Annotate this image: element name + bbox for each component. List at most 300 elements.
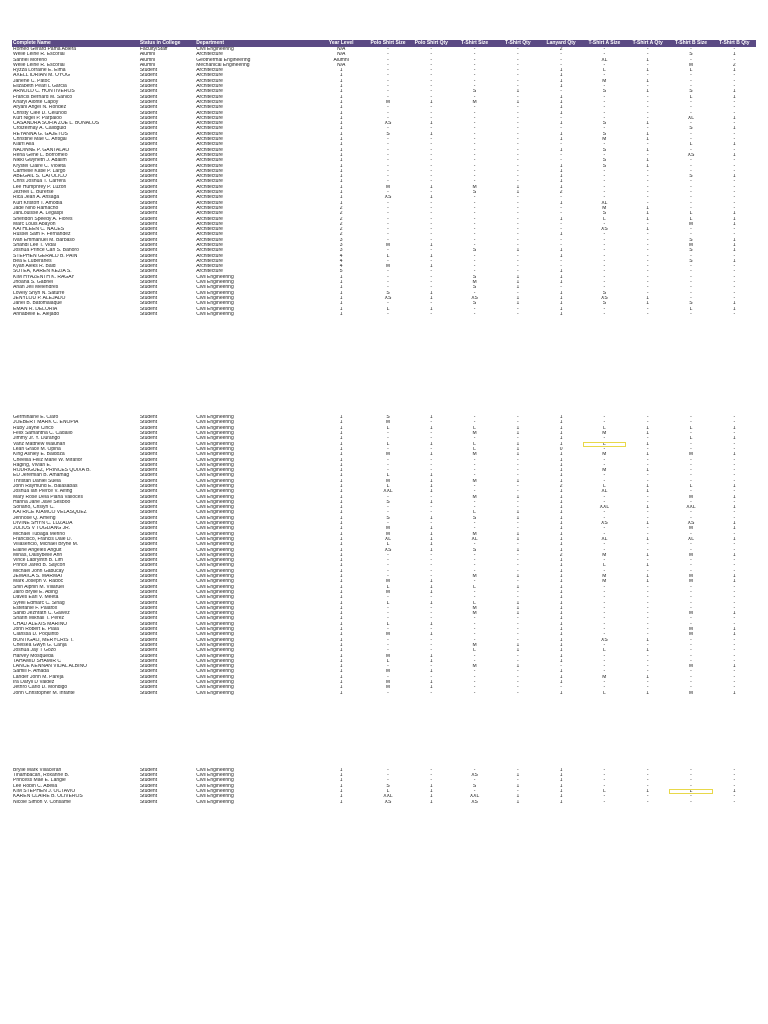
table-cell[interactable]: - xyxy=(690,642,692,648)
table-cell[interactable]: 1 xyxy=(429,579,433,585)
table-cell[interactable]: - xyxy=(473,163,476,169)
table-cell[interactable]: - xyxy=(733,441,736,447)
table-cell[interactable]: M xyxy=(602,574,607,580)
table-cell[interactable]: 2 xyxy=(559,47,563,52)
table-cell[interactable]: - xyxy=(690,595,692,601)
table-cell[interactable]: - xyxy=(690,205,692,211)
table-cell[interactable]: - xyxy=(690,78,692,84)
table-cell[interactable]: Christine Mae C. Antigal xyxy=(13,137,67,143)
table-cell[interactable]: - xyxy=(473,499,476,505)
table-cell[interactable]: 1 xyxy=(559,515,563,521)
table-cell[interactable]: 1 xyxy=(516,642,520,648)
table-cell[interactable]: - xyxy=(387,468,389,474)
table-cell[interactable]: - xyxy=(690,227,692,233)
table-cell[interactable]: 1 xyxy=(339,126,343,132)
table-cell[interactable]: Christy Clee D. Celunod xyxy=(13,110,67,116)
table-cell[interactable]: Architecture xyxy=(196,264,223,270)
table-cell[interactable]: 4 xyxy=(339,253,343,259)
table-cell[interactable]: - xyxy=(733,674,736,680)
table-cell[interactable]: L xyxy=(473,584,476,590)
table-cell[interactable]: Civil Engineering xyxy=(196,690,234,696)
table-cell[interactable]: 1 xyxy=(559,783,563,789)
table-cell[interactable]: Architecture xyxy=(196,232,223,238)
table-cell[interactable]: - xyxy=(473,216,476,222)
table-cell[interactable]: Civil Engineering xyxy=(196,431,234,437)
table-cell[interactable]: 1 xyxy=(559,621,563,627)
table-cell[interactable]: - xyxy=(646,47,649,52)
table-cell[interactable]: 1 xyxy=(559,558,563,564)
table-cell[interactable]: 1 xyxy=(429,131,433,137)
table-cell[interactable]: L xyxy=(603,648,606,654)
table-cell[interactable]: L xyxy=(689,142,693,148)
table-cell[interactable]: - xyxy=(430,105,433,111)
table-cell[interactable]: Lee Robin C. Abella xyxy=(13,783,58,789)
table-cell[interactable]: 3 xyxy=(339,248,343,254)
table-cell[interactable]: - xyxy=(646,773,649,779)
table-cell[interactable]: 1 xyxy=(516,794,520,800)
table-cell[interactable]: - xyxy=(430,142,433,148)
table-cell[interactable]: Civil Engineering xyxy=(196,446,234,452)
table-cell[interactable]: - xyxy=(516,68,519,74)
table-cell[interactable]: - xyxy=(733,184,736,190)
table-cell[interactable]: 1 xyxy=(646,205,650,211)
table-cell[interactable]: Student xyxy=(139,441,158,447)
table-cell[interactable]: M xyxy=(688,611,694,617)
table-cell[interactable]: NADINNE P. GANTALAO xyxy=(13,147,70,153)
table-cell[interactable]: Architecture xyxy=(196,174,223,180)
table-cell[interactable]: Shandi Lee T. Vidal xyxy=(13,242,56,248)
table-cell[interactable]: L xyxy=(603,216,606,222)
table-cell[interactable]: - xyxy=(473,632,476,638)
table-cell[interactable]: - xyxy=(733,642,736,648)
table-cell[interactable]: L xyxy=(603,563,606,569)
table-cell[interactable]: - xyxy=(733,462,736,468)
table-cell[interactable]: Student xyxy=(139,68,158,74)
table-cell[interactable]: 1 xyxy=(339,531,343,537)
table-cell[interactable]: - xyxy=(387,73,389,79)
table-cell[interactable]: XXL xyxy=(383,794,393,800)
table-cell[interactable]: 1 xyxy=(559,473,563,479)
table-cell[interactable]: - xyxy=(387,446,389,452)
table-cell[interactable]: Architecture xyxy=(196,163,223,169)
table-cell[interactable]: - xyxy=(733,131,736,137)
table-cell[interactable]: 1 xyxy=(339,137,343,143)
table-cell[interactable]: 1 xyxy=(339,420,343,426)
table-cell[interactable]: - xyxy=(733,179,736,185)
table-cell[interactable]: M xyxy=(688,627,694,633)
table-cell[interactable]: 1 xyxy=(559,526,563,532)
table-cell[interactable]: Alumni xyxy=(139,52,156,58)
table-cell[interactable]: M xyxy=(472,531,477,537)
table-cell[interactable]: - xyxy=(430,521,433,527)
table-cell[interactable]: - xyxy=(430,269,433,275)
table-cell[interactable]: Student xyxy=(139,126,158,132)
table-cell[interactable]: - xyxy=(690,264,692,270)
table-cell[interactable]: John Robert E. Plala xyxy=(13,627,59,633)
table-cell[interactable]: Kurt Kristoff T. Amodia xyxy=(13,200,63,206)
table-cell[interactable]: 1 xyxy=(559,563,563,569)
table-cell[interactable]: 1 xyxy=(339,425,343,431)
table-cell[interactable]: 2 xyxy=(339,205,343,211)
table-cell[interactable]: M xyxy=(472,478,477,484)
table-cell[interactable]: Student xyxy=(139,664,158,670)
table-cell[interactable]: - xyxy=(387,462,389,468)
table-cell[interactable]: Civil Engineering xyxy=(196,285,234,291)
table-cell[interactable]: S xyxy=(689,126,693,132)
table-cell[interactable]: - xyxy=(560,285,562,291)
table-cell[interactable]: 1 xyxy=(732,552,736,558)
table-cell[interactable]: - xyxy=(473,290,476,296)
table-cell[interactable]: 1 xyxy=(339,642,343,648)
table-cell[interactable]: 1 xyxy=(339,457,343,463)
table-cell[interactable]: - xyxy=(690,295,692,301)
table-cell[interactable]: - xyxy=(430,637,433,643)
table-cell[interactable]: - xyxy=(733,531,736,537)
table-cell[interactable]: 1 xyxy=(429,290,433,296)
table-cell[interactable]: 1 xyxy=(559,200,563,206)
table-cell[interactable]: 1 xyxy=(646,137,650,143)
table-cell[interactable]: - xyxy=(473,105,476,111)
table-cell[interactable]: Student xyxy=(139,521,158,527)
table-cell[interactable]: 1 xyxy=(339,468,343,474)
table-cell[interactable]: 1 xyxy=(339,632,343,638)
table-cell[interactable]: - xyxy=(690,420,692,426)
table-cell[interactable]: - xyxy=(646,627,649,633)
table-cell[interactable]: L xyxy=(386,473,390,479)
table-cell[interactable]: - xyxy=(473,242,476,248)
table-cell[interactable]: S xyxy=(386,131,390,137)
table-cell[interactable]: 1 xyxy=(339,84,343,90)
table-cell[interactable]: - xyxy=(646,285,649,291)
table-cell[interactable]: 1 xyxy=(339,574,343,580)
table-cell[interactable]: - xyxy=(603,242,606,248)
table-cell[interactable]: 1 xyxy=(429,653,433,659)
table-cell[interactable]: 1 xyxy=(339,521,343,527)
col-header-tshirt-a-size[interactable]: T-Shirt A Size xyxy=(583,40,626,47)
table-cell[interactable]: 4 xyxy=(339,258,343,264)
table-cell[interactable]: - xyxy=(646,179,649,185)
table-cell[interactable]: King Ashley E. Baldoza xyxy=(13,452,65,458)
table-cell[interactable]: - xyxy=(603,190,606,196)
col-header-tshirt-a-qty[interactable]: T-Shirt A Qty xyxy=(626,40,669,47)
table-cell[interactable]: 1 xyxy=(339,99,343,105)
table-cell[interactable]: 1 xyxy=(559,274,563,280)
col-header-tshirt-b-size[interactable]: T-Shirt B Size xyxy=(669,40,712,47)
table-cell[interactable]: Student xyxy=(139,446,158,452)
table-cell[interactable]: - xyxy=(646,473,649,479)
table-cell[interactable]: Student xyxy=(139,642,158,648)
table-cell[interactable]: - xyxy=(646,595,649,601)
table-cell[interactable]: XS xyxy=(471,295,478,301)
table-cell[interactable]: Student xyxy=(139,258,158,264)
table-cell[interactable]: L xyxy=(603,484,606,489)
table-cell[interactable]: L xyxy=(473,425,476,431)
table-cell[interactable]: 1 xyxy=(339,789,343,795)
table-cell[interactable]: 1 xyxy=(429,542,433,548)
table-cell[interactable]: 1 xyxy=(339,295,343,301)
table-cell[interactable]: - xyxy=(646,589,649,595)
table-cell[interactable]: - xyxy=(690,531,692,537)
table-cell[interactable]: - xyxy=(646,605,649,611)
table-cell[interactable]: M xyxy=(688,690,694,696)
table-cell[interactable]: M xyxy=(385,679,391,685)
table-cell[interactable]: M xyxy=(688,579,694,585)
table-cell[interactable]: - xyxy=(473,158,476,164)
table-cell[interactable]: - xyxy=(473,52,476,58)
table-cell[interactable]: Student xyxy=(139,105,158,111)
table-cell[interactable]: - xyxy=(516,47,519,52)
table-cell[interactable]: Student xyxy=(139,674,158,680)
table-cell[interactable]: Hanna Jane Jave Sesboo xyxy=(13,499,71,505)
table-cell[interactable]: - xyxy=(430,174,433,180)
table-cell[interactable]: Architecture xyxy=(196,195,223,201)
table-cell[interactable]: 1 xyxy=(516,441,520,447)
table-cell[interactable]: Student xyxy=(139,280,158,286)
table-cell[interactable]: Student xyxy=(139,94,158,100)
table-cell[interactable]: - xyxy=(603,584,606,590)
table-cell[interactable]: - xyxy=(430,57,433,63)
table-cell[interactable]: - xyxy=(473,674,476,680)
table-cell[interactable]: - xyxy=(560,211,562,217)
table-cell[interactable]: XL xyxy=(687,115,695,121)
table-cell[interactable]: - xyxy=(516,552,519,558)
table-cell[interactable]: - xyxy=(560,221,562,227)
table-cell[interactable]: 1 xyxy=(339,311,343,317)
table-cell[interactable]: - xyxy=(387,521,389,527)
table-cell[interactable]: - xyxy=(603,232,606,238)
table-cell[interactable]: Architecture xyxy=(196,237,223,243)
table-cell[interactable]: - xyxy=(603,794,606,800)
table-cell[interactable]: - xyxy=(603,280,606,286)
table-cell[interactable]: - xyxy=(516,499,519,505)
table-cell[interactable]: Elaine Angeles Anguit xyxy=(13,547,62,553)
table-cell[interactable]: Architecture xyxy=(196,121,223,127)
table-cell[interactable]: 1 xyxy=(429,685,433,691)
table-cell[interactable]: - xyxy=(646,510,649,516)
table-cell[interactable]: - xyxy=(430,574,433,580)
table-cell[interactable]: 1 xyxy=(732,248,736,254)
table-cell[interactable]: - xyxy=(733,420,736,426)
table-cell[interactable]: - xyxy=(516,205,519,211)
table-cell[interactable]: - xyxy=(387,168,389,174)
table-cell[interactable]: M xyxy=(385,99,391,105)
table-cell[interactable]: 1 xyxy=(339,152,343,158)
table-cell[interactable]: - xyxy=(473,73,476,79)
table-cell[interactable]: 1 xyxy=(732,526,736,532)
table-cell[interactable]: S xyxy=(602,89,607,95)
table-cell[interactable]: 1 xyxy=(339,285,343,291)
table-cell[interactable]: Lee Humphrey P. Luzon xyxy=(13,184,67,190)
table-cell[interactable]: 1 xyxy=(646,158,650,164)
table-cell[interactable]: Student xyxy=(139,216,158,222)
table-cell[interactable]: M xyxy=(602,137,607,143)
table-cell[interactable]: - xyxy=(646,542,649,548)
table-cell[interactable]: Architecture xyxy=(196,94,223,100)
table-cell[interactable]: Student xyxy=(139,205,158,211)
table-cell[interactable]: 1 xyxy=(559,547,563,553)
table-cell[interactable]: KIM STEPHEN J. OCTAVIO xyxy=(13,789,76,795)
table-cell[interactable]: Civil Engineering xyxy=(196,579,234,585)
table-cell[interactable]: 1 xyxy=(339,105,343,111)
table-cell[interactable]: XXL xyxy=(686,505,696,511)
table-cell[interactable]: 1 xyxy=(559,73,563,79)
table-cell[interactable]: - xyxy=(603,258,606,264)
table-cell[interactable]: - xyxy=(603,253,606,259)
table-cell[interactable]: Civil Engineering xyxy=(196,274,234,280)
table-cell[interactable]: KATRICE KIAMCO VELASQUEZ xyxy=(13,510,87,516)
table-cell[interactable]: - xyxy=(516,227,519,233)
table-cell[interactable]: - xyxy=(430,190,433,196)
table-cell[interactable]: - xyxy=(603,478,606,484)
table-cell[interactable]: - xyxy=(603,264,606,270)
table-cell[interactable]: Architecture xyxy=(196,168,223,174)
table-cell[interactable]: Michael Tubaga Meriño xyxy=(13,531,65,537)
table-cell[interactable]: Civil Engineering xyxy=(196,552,234,558)
table-cell[interactable]: 1 xyxy=(646,425,650,431)
table-cell[interactable]: - xyxy=(603,269,606,275)
table-cell[interactable]: - xyxy=(387,558,389,564)
table-cell[interactable]: Civil Engineering xyxy=(196,648,234,654)
table-cell[interactable]: Alumni xyxy=(139,57,156,63)
table-cell[interactable]: - xyxy=(733,227,736,233)
table-cell[interactable]: - xyxy=(603,621,606,627)
table-cell[interactable]: Thristan Daniel Suela xyxy=(13,478,61,484)
table-cell[interactable]: M xyxy=(688,62,694,68)
table-cell[interactable]: KATHLEEN C. NACES xyxy=(13,227,65,233)
table-cell[interactable]: Civil Engineering xyxy=(196,311,234,317)
table-cell[interactable]: - xyxy=(733,274,736,280)
table-cell[interactable]: - xyxy=(733,778,736,784)
table-cell[interactable]: - xyxy=(430,568,433,574)
table-cell[interactable]: - xyxy=(603,653,606,659)
table-cell[interactable]: 1 xyxy=(339,200,343,206)
table-cell[interactable]: - xyxy=(603,142,606,148)
table-cell[interactable]: 1 xyxy=(646,521,650,527)
table-cell[interactable]: Civil Engineering xyxy=(196,441,234,447)
table-cell[interactable]: 2 xyxy=(339,221,343,227)
table-cell[interactable]: 1 xyxy=(559,611,563,617)
table-cell[interactable]: 1 xyxy=(732,627,736,633)
table-cell[interactable]: 1 xyxy=(516,605,520,611)
table-cell[interactable]: Felix Samantha C. Cadalio xyxy=(13,431,73,437)
table-cell[interactable]: L xyxy=(473,446,476,452)
table-cell[interactable]: - xyxy=(603,595,606,601)
table-cell[interactable]: Brylle Mark Villaceran xyxy=(13,767,62,773)
table-cell[interactable]: Joshua Jay T Gozo xyxy=(13,648,56,654)
table-cell[interactable]: 1 xyxy=(339,280,343,286)
table-cell[interactable]: - xyxy=(387,68,389,74)
table-cell[interactable]: - xyxy=(733,285,736,291)
table-cell[interactable]: - xyxy=(430,552,433,558)
table-cell[interactable]: - xyxy=(473,84,476,90)
table-cell[interactable]: - xyxy=(603,669,606,675)
table-cell[interactable]: 1 xyxy=(559,605,563,611)
table-cell[interactable]: Civil Engineering xyxy=(196,595,234,601)
table-cell[interactable]: - xyxy=(473,258,476,264)
table-cell[interactable]: M xyxy=(472,642,477,648)
table-cell[interactable]: 1 xyxy=(516,773,520,779)
table-cell[interactable]: Architecture xyxy=(196,84,223,90)
table-cell[interactable]: Architecture xyxy=(196,190,223,196)
selected-cell[interactable]: L xyxy=(583,442,626,447)
table-cell[interactable]: - xyxy=(516,789,519,795)
table-cell[interactable]: - xyxy=(387,280,389,286)
table-cell[interactable]: 1 xyxy=(339,621,343,627)
table-cell[interactable]: - xyxy=(516,505,519,511)
table-cell[interactable]: - xyxy=(560,142,562,148)
table-cell[interactable]: 1 xyxy=(429,452,433,458)
table-cell[interactable]: 1 xyxy=(339,163,343,169)
table-cell[interactable]: 1 xyxy=(559,94,563,100)
table-cell[interactable]: - xyxy=(690,269,692,275)
table-cell[interactable]: - xyxy=(603,515,606,521)
table-cell[interactable]: - xyxy=(733,542,736,548)
table-cell[interactable]: Architecture xyxy=(196,253,223,259)
table-cell[interactable]: - xyxy=(387,47,389,52)
table-cell[interactable]: M xyxy=(385,531,391,537)
table-cell[interactable]: Civil Engineering xyxy=(196,280,234,286)
table-cell[interactable]: - xyxy=(690,137,692,143)
table-cell[interactable]: 1 xyxy=(559,105,563,111)
table-cell[interactable]: Student xyxy=(139,99,158,105)
table-cell[interactable]: XS xyxy=(601,637,608,643)
table-cell[interactable]: - xyxy=(430,168,433,174)
table-cell[interactable]: - xyxy=(473,627,476,633)
table-cell[interactable]: M xyxy=(472,605,477,611)
table-cell[interactable]: EMAN R. DELORIA xyxy=(13,306,58,312)
table-cell[interactable]: 1 xyxy=(516,285,520,291)
table-cell[interactable]: M xyxy=(385,184,391,190)
table-cell[interactable]: 1 xyxy=(646,505,650,511)
table-cell[interactable]: 1 xyxy=(339,773,343,779)
table-cell[interactable]: JOEBERT MARK C. ENOPIA xyxy=(13,420,79,426)
table-cell[interactable]: Student xyxy=(139,184,158,190)
table-cell[interactable]: 1 xyxy=(516,611,520,617)
table-cell[interactable]: 1 xyxy=(339,306,343,312)
table-cell[interactable]: 1 xyxy=(646,536,650,542)
table-cell[interactable]: - xyxy=(473,237,476,243)
table-cell[interactable]: Civil Engineering xyxy=(196,664,234,670)
table-cell[interactable]: - xyxy=(646,126,649,132)
table-cell[interactable]: 1 xyxy=(646,131,650,137)
table-cell[interactable]: - xyxy=(430,179,433,185)
table-cell[interactable]: - xyxy=(690,311,692,317)
table-cell[interactable]: Civil Engineering xyxy=(196,531,234,537)
table-cell[interactable]: 1 xyxy=(732,306,736,312)
table-cell[interactable]: - xyxy=(473,658,476,664)
table-cell[interactable]: Civil Engineering xyxy=(196,468,234,474)
table-cell[interactable]: 1 xyxy=(339,78,343,84)
table-cell[interactable]: Student xyxy=(139,295,158,301)
table-cell[interactable]: 1 xyxy=(429,789,433,795)
table-cell[interactable]: - xyxy=(603,799,606,805)
table-cell[interactable]: 1 xyxy=(429,253,433,259)
table-cell[interactable]: - xyxy=(603,558,606,564)
table-cell[interactable]: - xyxy=(646,168,649,174)
table-cell[interactable]: S xyxy=(689,301,693,307)
table-cell[interactable]: - xyxy=(387,773,389,779)
table-cell[interactable]: - xyxy=(387,211,389,217)
table-cell[interactable]: - xyxy=(690,547,692,553)
table-cell[interactable]: M xyxy=(688,221,694,227)
table-cell[interactable]: 1 xyxy=(429,600,433,606)
table-cell[interactable]: 1 xyxy=(559,658,563,664)
table-cell[interactable]: - xyxy=(733,269,736,275)
table-cell[interactable]: Vanz Matthew Waluhan xyxy=(13,441,66,447)
table-cell[interactable]: Student xyxy=(139,773,158,779)
table-cell[interactable]: - xyxy=(603,589,606,595)
table-cell[interactable]: - xyxy=(473,78,476,84)
